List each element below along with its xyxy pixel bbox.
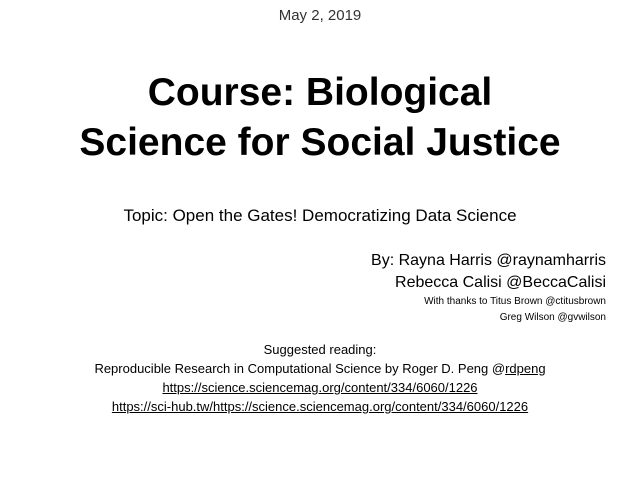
title-line-2: Science for Social Justice bbox=[79, 121, 561, 164]
citation-handle-link[interactable]: rdpeng bbox=[505, 361, 546, 376]
thanks-line-2: Greg Wilson @gvwilson bbox=[499, 312, 606, 323]
slide-date: May 2, 2019 bbox=[278, 7, 362, 24]
author-line-1: By: Rayna Harris @raynamharris bbox=[371, 252, 606, 269]
author-line-2: Rebecca Calisi @BeccaCalisi bbox=[395, 274, 606, 291]
suggested-reading bbox=[0, 340, 640, 416]
citation-text: Reproducible Research in Computational Science by Roger D. Peng @ bbox=[94, 361, 506, 376]
reading-link-2[interactable]: https://sci-hub.tw/https://science.sciencemag.org/content/334/6060/1226 bbox=[111, 399, 529, 414]
reading-link-1-row bbox=[0, 378, 640, 397]
reading-link-1[interactable]: https://science.sciencemag.org/content/334/6060/1226 bbox=[162, 380, 478, 395]
author-byline bbox=[371, 250, 606, 326]
reading-citation bbox=[0, 359, 640, 378]
reading-heading: Suggested reading: bbox=[263, 342, 377, 357]
reading-link-2-row bbox=[0, 397, 640, 416]
slide-topic: Topic: Open the Gates! Democratizing Data Science bbox=[123, 206, 517, 225]
title-line-1: Course: Biological bbox=[147, 71, 493, 114]
slide-title bbox=[0, 68, 640, 168]
thanks-line-1: With thanks to Titus Brown @ctitusbrown bbox=[424, 296, 606, 307]
